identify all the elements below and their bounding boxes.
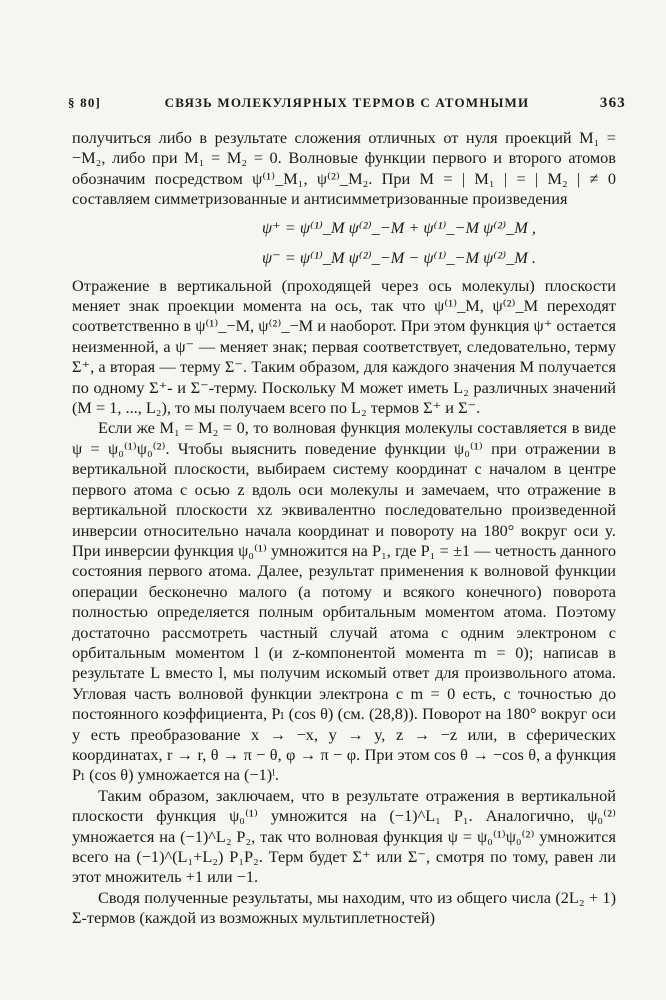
equation-psi-minus: ψ⁻ = ψ⁽¹⁾_M ψ⁽²⁾_−M − ψ⁽¹⁾_−M ψ⁽²⁾_M . [262, 247, 536, 267]
equation-psi-plus: ψ⁺ = ψ⁽¹⁾_M ψ⁽²⁾_−M + ψ⁽¹⁾_−M ψ⁽²⁾_M , [262, 217, 536, 237]
running-header [68, 95, 626, 117]
paragraph-3: Если же M₁ = M₂ = 0, то волновая функция молекулы составляется в виде ψ = ψ₀⁽¹⁾ψ₀⁽²⁾. Чтобы выяснить поведение функции ψ₀⁽¹⁾ при отражении в вертикальной плоскости, выбираем систему координат с началом в центре первого атома с осью z вдоль оси молекулы и замечаем, что отражение в вертикальной плоскости xz эквивалентно последовательно произведенной инверсии относительно начала координат и повороту на 180° вокруг оси y. При инверсии функция ψ₀⁽¹⁾ умножится на P₁, где P₁ = ±1 — четность данного состояния первого атома. Далее, результат применения к волновой функции операции бесконечно малого (а потому и всякого конечного) поворота полностью определяется полным орбитальным моментом атома. Поэтому достаточно рассмотреть частный случай атома с одним электроном с орбитальным моментом l (и z-компонентой момента m = 0); написав в результате L вместо l, мы получим искомый ответ для произвольного атома. Угловая часть волновой функции электрона с m = 0 есть, с точностью до постоянного коэффициента, Pₗ (cos θ) (см. (28,8)). Поворот на 180° вокруг оси y есть преобразование x → −x, y → y, z → −z или, в сферических координатах, r → r, θ → π − θ, φ → π − φ. При этом cos θ → −cos θ, а функция Pₗ (cos θ) умножается на (−1)ˡ. [72, 418, 616, 785]
chapter-title: СВЯЗЬ МОЛЕКУЛЯРНЫХ ТЕРМОВ С АТОМНЫМИ [164, 95, 530, 110]
body-text [72, 128, 616, 929]
paragraph-5: Сводя полученные результаты, мы находим, что из общего числа (2L₂ + 1) Σ-термов (каждой из возможных мультиплетностей) [72, 887, 616, 928]
page-number: 363 [599, 95, 626, 111]
paragraph-4: Таким образом, заключаем, что в результате отражения в вертикальной плоскости функция ψ₀⁽¹⁾ умножится на (−1)^L₁ P₁. Аналогично, ψ₀⁽²⁾ умножается на (−1)^L₂ P₂, так что волновая функция ψ = ψ₀⁽¹⁾ψ₀⁽²⁾ умножится всего на (−1)^(L₁+L₂) P₁P₂. Терм будет Σ⁺ или Σ⁻, смотря по тому, равен ли этот множитель +1 или −1. [72, 785, 616, 887]
section-number: § 80] [68, 95, 102, 110]
paragraph-1: получиться либо в результате сложения отличных от нуля проекций M₁ = −M₂, либо при M₁ = M₂ = 0. Волновые функции первого и второго атомов обозначим посредством ψ⁽¹⁾_M₁, ψ⁽²⁾_M₂. При M = | M₁ | = | M₂ | ≠ 0 составляем симметризованные и антисимметризованные произведения [72, 128, 616, 209]
paragraph-2: Отражение в вертикальной (проходящей через ось молекулы) плоскости меняет знак проекции момента на ось, так что ψ⁽¹⁾_M, ψ⁽²⁾_M переходят соответственно в ψ⁽¹⁾_−M, ψ⁽²⁾_−M и наоборот. При этом функция ψ⁺ остается неизменной, а ψ⁻ — меняет знак; первая соответствует, следовательно, терму Σ⁺, а вторая — терму Σ⁻. Таким образом, для каждого значения M получается по одному Σ⁺- и Σ⁻-терму. Поскольку M может иметь L₂ различных значений (M = 1, ..., L₂), то мы получаем всего по L₂ термов Σ⁺ и Σ⁻. [72, 275, 616, 418]
